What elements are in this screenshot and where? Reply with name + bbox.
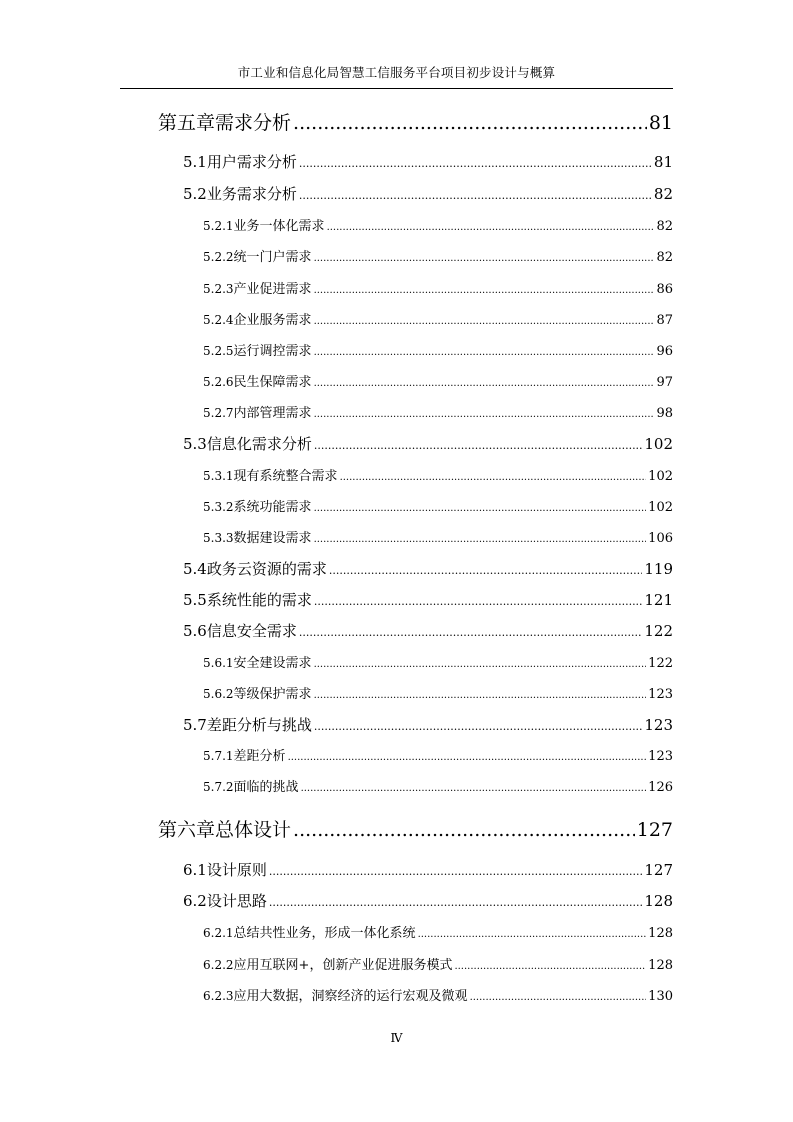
- toc-entry-title: 应用互联网+，创新产业促进服务模式: [233, 958, 453, 973]
- toc-entry-number: 5.4: [183, 560, 207, 578]
- toc-entry-number: 5.3.3: [203, 531, 234, 545]
- toc-entry-title: 应用大数据，洞察经济的运行宏观及微观: [233, 989, 468, 1004]
- toc-entry-title: 需求分析: [215, 112, 292, 134]
- toc-entry-section[interactable]: [183, 183, 673, 204]
- toc-entry-page: 102: [648, 500, 673, 515]
- toc-entry-title: 企业服务需求: [233, 313, 312, 328]
- toc-entry-page: 122: [644, 622, 673, 640]
- toc-entry-title: 信息化需求分析: [206, 435, 312, 453]
- toc-entry-number: 5.7: [183, 716, 207, 734]
- toc-entry-page: 82: [656, 250, 673, 265]
- toc-entry-title: 差距分析: [233, 749, 286, 764]
- toc-entry-page: 119: [644, 560, 673, 578]
- dot-leader: [293, 819, 635, 841]
- toc-entry-title: 业务一体化需求: [233, 219, 325, 234]
- toc-entry-page: 123: [644, 716, 673, 734]
- toc-entry-section[interactable]: [183, 859, 673, 880]
- dot-leader: [314, 595, 642, 608]
- toc-entry-number: 5.2.1: [203, 219, 234, 233]
- toc-entry-title: 设计原则: [206, 861, 267, 879]
- dot-leader: [314, 316, 655, 327]
- toc-entry-page: 127: [644, 861, 673, 879]
- toc-entry-number: 5.6.1: [203, 656, 234, 670]
- toc-entry-number: 5.3: [183, 435, 207, 453]
- toc-entry-title: 用户需求分析: [206, 153, 297, 171]
- toc-entry-subsection[interactable]: [203, 776, 673, 795]
- toc-entry-number: 6.2.3: [203, 989, 234, 1003]
- dot-leader: [299, 157, 652, 170]
- toc-entry-number: 5.2: [183, 185, 207, 203]
- toc-entry-title: 信息安全需求: [206, 622, 297, 640]
- toc-entry-title: 系统功能需求: [233, 500, 312, 515]
- toc-entry-page: 102: [648, 469, 673, 484]
- toc-entry-page: 87: [656, 313, 673, 328]
- dot-leader: [470, 992, 647, 1003]
- toc-entry-number: 5.3.1: [203, 469, 234, 483]
- dot-leader: [299, 626, 642, 639]
- toc-entry-number: 第五章: [158, 112, 216, 134]
- toc-entry-subsection[interactable]: [203, 278, 673, 297]
- toc-entry-title: 统一门户需求: [233, 250, 312, 265]
- toc-entry-number: 5.3.2: [203, 500, 234, 514]
- toc-entry-page: 126: [648, 780, 673, 795]
- toc-entry-page: 86: [656, 282, 673, 297]
- toc-entry-number: 5.5: [183, 591, 207, 609]
- toc-entry-title: 政务云资源的需求: [206, 560, 327, 578]
- toc-entry-number: 5.2.3: [203, 282, 234, 296]
- toc-entry-subsection[interactable]: [203, 215, 673, 234]
- toc-entry-subsection[interactable]: [203, 683, 673, 702]
- toc-entry-title: 差距分析与挑战: [206, 716, 312, 734]
- toc-entry-page: 97: [656, 375, 673, 390]
- toc-entry-page: 82: [656, 219, 673, 234]
- toc-entry-subsection[interactable]: [203, 652, 673, 671]
- toc-entry-number: 6.2: [183, 892, 207, 910]
- dot-leader: [293, 112, 647, 134]
- toc-entry-title: 业务需求分析: [206, 185, 297, 203]
- dot-leader: [314, 378, 655, 389]
- dot-leader: [301, 783, 647, 794]
- toc-entry-title: 产业促进需求: [233, 282, 312, 297]
- toc-entry-subsection[interactable]: [203, 371, 673, 390]
- dot-leader: [314, 253, 655, 264]
- toc-entry-section[interactable]: [183, 151, 673, 172]
- toc-entry-number: 5.2.6: [203, 375, 234, 389]
- dot-leader: [314, 439, 642, 452]
- dot-leader: [340, 472, 647, 483]
- toc-entry-number: 5.2.5: [203, 344, 234, 358]
- toc-entry-chapter-6[interactable]: [158, 815, 673, 842]
- dot-leader: [327, 222, 655, 233]
- toc-entry-subsection[interactable]: [203, 246, 673, 265]
- toc-entry-page: 128: [648, 958, 673, 973]
- toc-entry-number: 6.2.1: [203, 926, 234, 940]
- toc-entry-section[interactable]: [183, 433, 673, 454]
- toc-entry-title: 内部管理需求: [233, 406, 312, 421]
- dot-leader: [418, 929, 647, 940]
- toc-entry-number: 5.2.7: [203, 406, 234, 420]
- dot-leader: [454, 961, 646, 972]
- toc-entry-number: 5.6.2: [203, 687, 234, 701]
- toc-entry-title: 安全建设需求: [233, 656, 312, 671]
- dot-leader: [314, 409, 655, 420]
- toc-entry-subsection[interactable]: [203, 527, 673, 546]
- dot-leader: [299, 189, 652, 202]
- toc-entry-subsection[interactable]: [203, 745, 673, 764]
- toc-entry-number: 5.7.2: [203, 780, 234, 794]
- toc-entry-subsection[interactable]: [203, 465, 673, 484]
- toc-entry-title: 总结共性业务，形成一体化系统: [233, 926, 416, 941]
- dot-leader: [314, 690, 647, 701]
- toc-entry-page: 121: [644, 591, 673, 609]
- toc-entry-number: 5.1: [183, 153, 207, 171]
- toc-entry-page: 98: [656, 406, 673, 421]
- toc-entry-title: 总体设计: [215, 819, 292, 841]
- toc-entry-number: 第六章: [158, 819, 216, 841]
- toc-entry-subsection[interactable]: [203, 496, 673, 515]
- toc-entry-subsection[interactable]: [203, 922, 673, 941]
- toc-entry-page: 123: [648, 749, 673, 764]
- page-number-footer: Ⅳ: [390, 1031, 403, 1045]
- toc-entry-title: 等级保护需求: [233, 687, 312, 702]
- dot-leader: [329, 564, 642, 577]
- toc-entry-title: 民生保障需求: [233, 375, 312, 390]
- toc-entry-page: 128: [648, 926, 673, 941]
- toc-entry-title: 运行调控需求: [233, 344, 312, 359]
- toc-entry-page: 81: [653, 153, 673, 171]
- toc-entry-page: 123: [648, 687, 673, 702]
- toc-entry-subsection[interactable]: [203, 340, 673, 359]
- toc-entry-section[interactable]: [183, 558, 673, 579]
- toc-entry-subsection[interactable]: [203, 985, 673, 1004]
- toc-entry-page: 130: [648, 989, 673, 1004]
- dot-leader: [314, 534, 647, 545]
- toc-entry-title: 设计思路: [206, 892, 267, 910]
- toc-entry-title: 现有系统整合需求: [233, 469, 338, 484]
- toc-entry-title: 数据建设需求: [233, 531, 312, 546]
- dot-leader: [288, 752, 647, 763]
- toc-entry-section[interactable]: [183, 620, 673, 641]
- toc-entry-page: 81: [648, 112, 673, 134]
- toc-entry-section[interactable]: [183, 714, 673, 735]
- toc-entry-section[interactable]: [183, 589, 673, 610]
- toc-entry-number: 5.2.2: [203, 250, 234, 264]
- toc-entry-chapter-5[interactable]: [158, 108, 673, 135]
- toc-entry-page: 96: [656, 344, 673, 359]
- toc-entry-page: 102: [644, 435, 673, 453]
- toc-entry-number: 5.2.4: [203, 313, 234, 327]
- toc-entry-page: 127: [636, 819, 673, 841]
- dot-leader: [314, 720, 642, 733]
- toc-entry-number: 6.2.2: [203, 958, 234, 972]
- toc-entry-page: 128: [644, 892, 673, 910]
- toc-entry-subsection[interactable]: [203, 309, 673, 328]
- toc-entry-number: 5.6: [183, 622, 207, 640]
- dot-leader: [269, 896, 642, 909]
- toc-entry-number: 5.7.1: [203, 749, 234, 763]
- dot-leader: [314, 285, 655, 296]
- toc-entry-title: 面临的挑战: [233, 780, 299, 795]
- toc-entry-title: 系统性能的需求: [206, 591, 312, 609]
- running-header: 市工业和信息化局智慧工信服务平台项目初步设计与概算: [237, 65, 556, 80]
- toc-entry-number: 6.1: [183, 861, 207, 879]
- toc-entry-subsection[interactable]: [203, 402, 673, 421]
- dot-leader: [314, 347, 655, 358]
- dot-leader: [269, 865, 642, 878]
- toc-entry-page: 82: [653, 185, 673, 203]
- toc-entry-section[interactable]: [183, 890, 673, 911]
- toc-entry-page: 106: [648, 531, 673, 546]
- dot-leader: [314, 503, 647, 514]
- toc-entry-subsection[interactable]: [203, 954, 673, 973]
- dot-leader: [314, 659, 647, 670]
- toc-entry-page: 122: [648, 656, 673, 671]
